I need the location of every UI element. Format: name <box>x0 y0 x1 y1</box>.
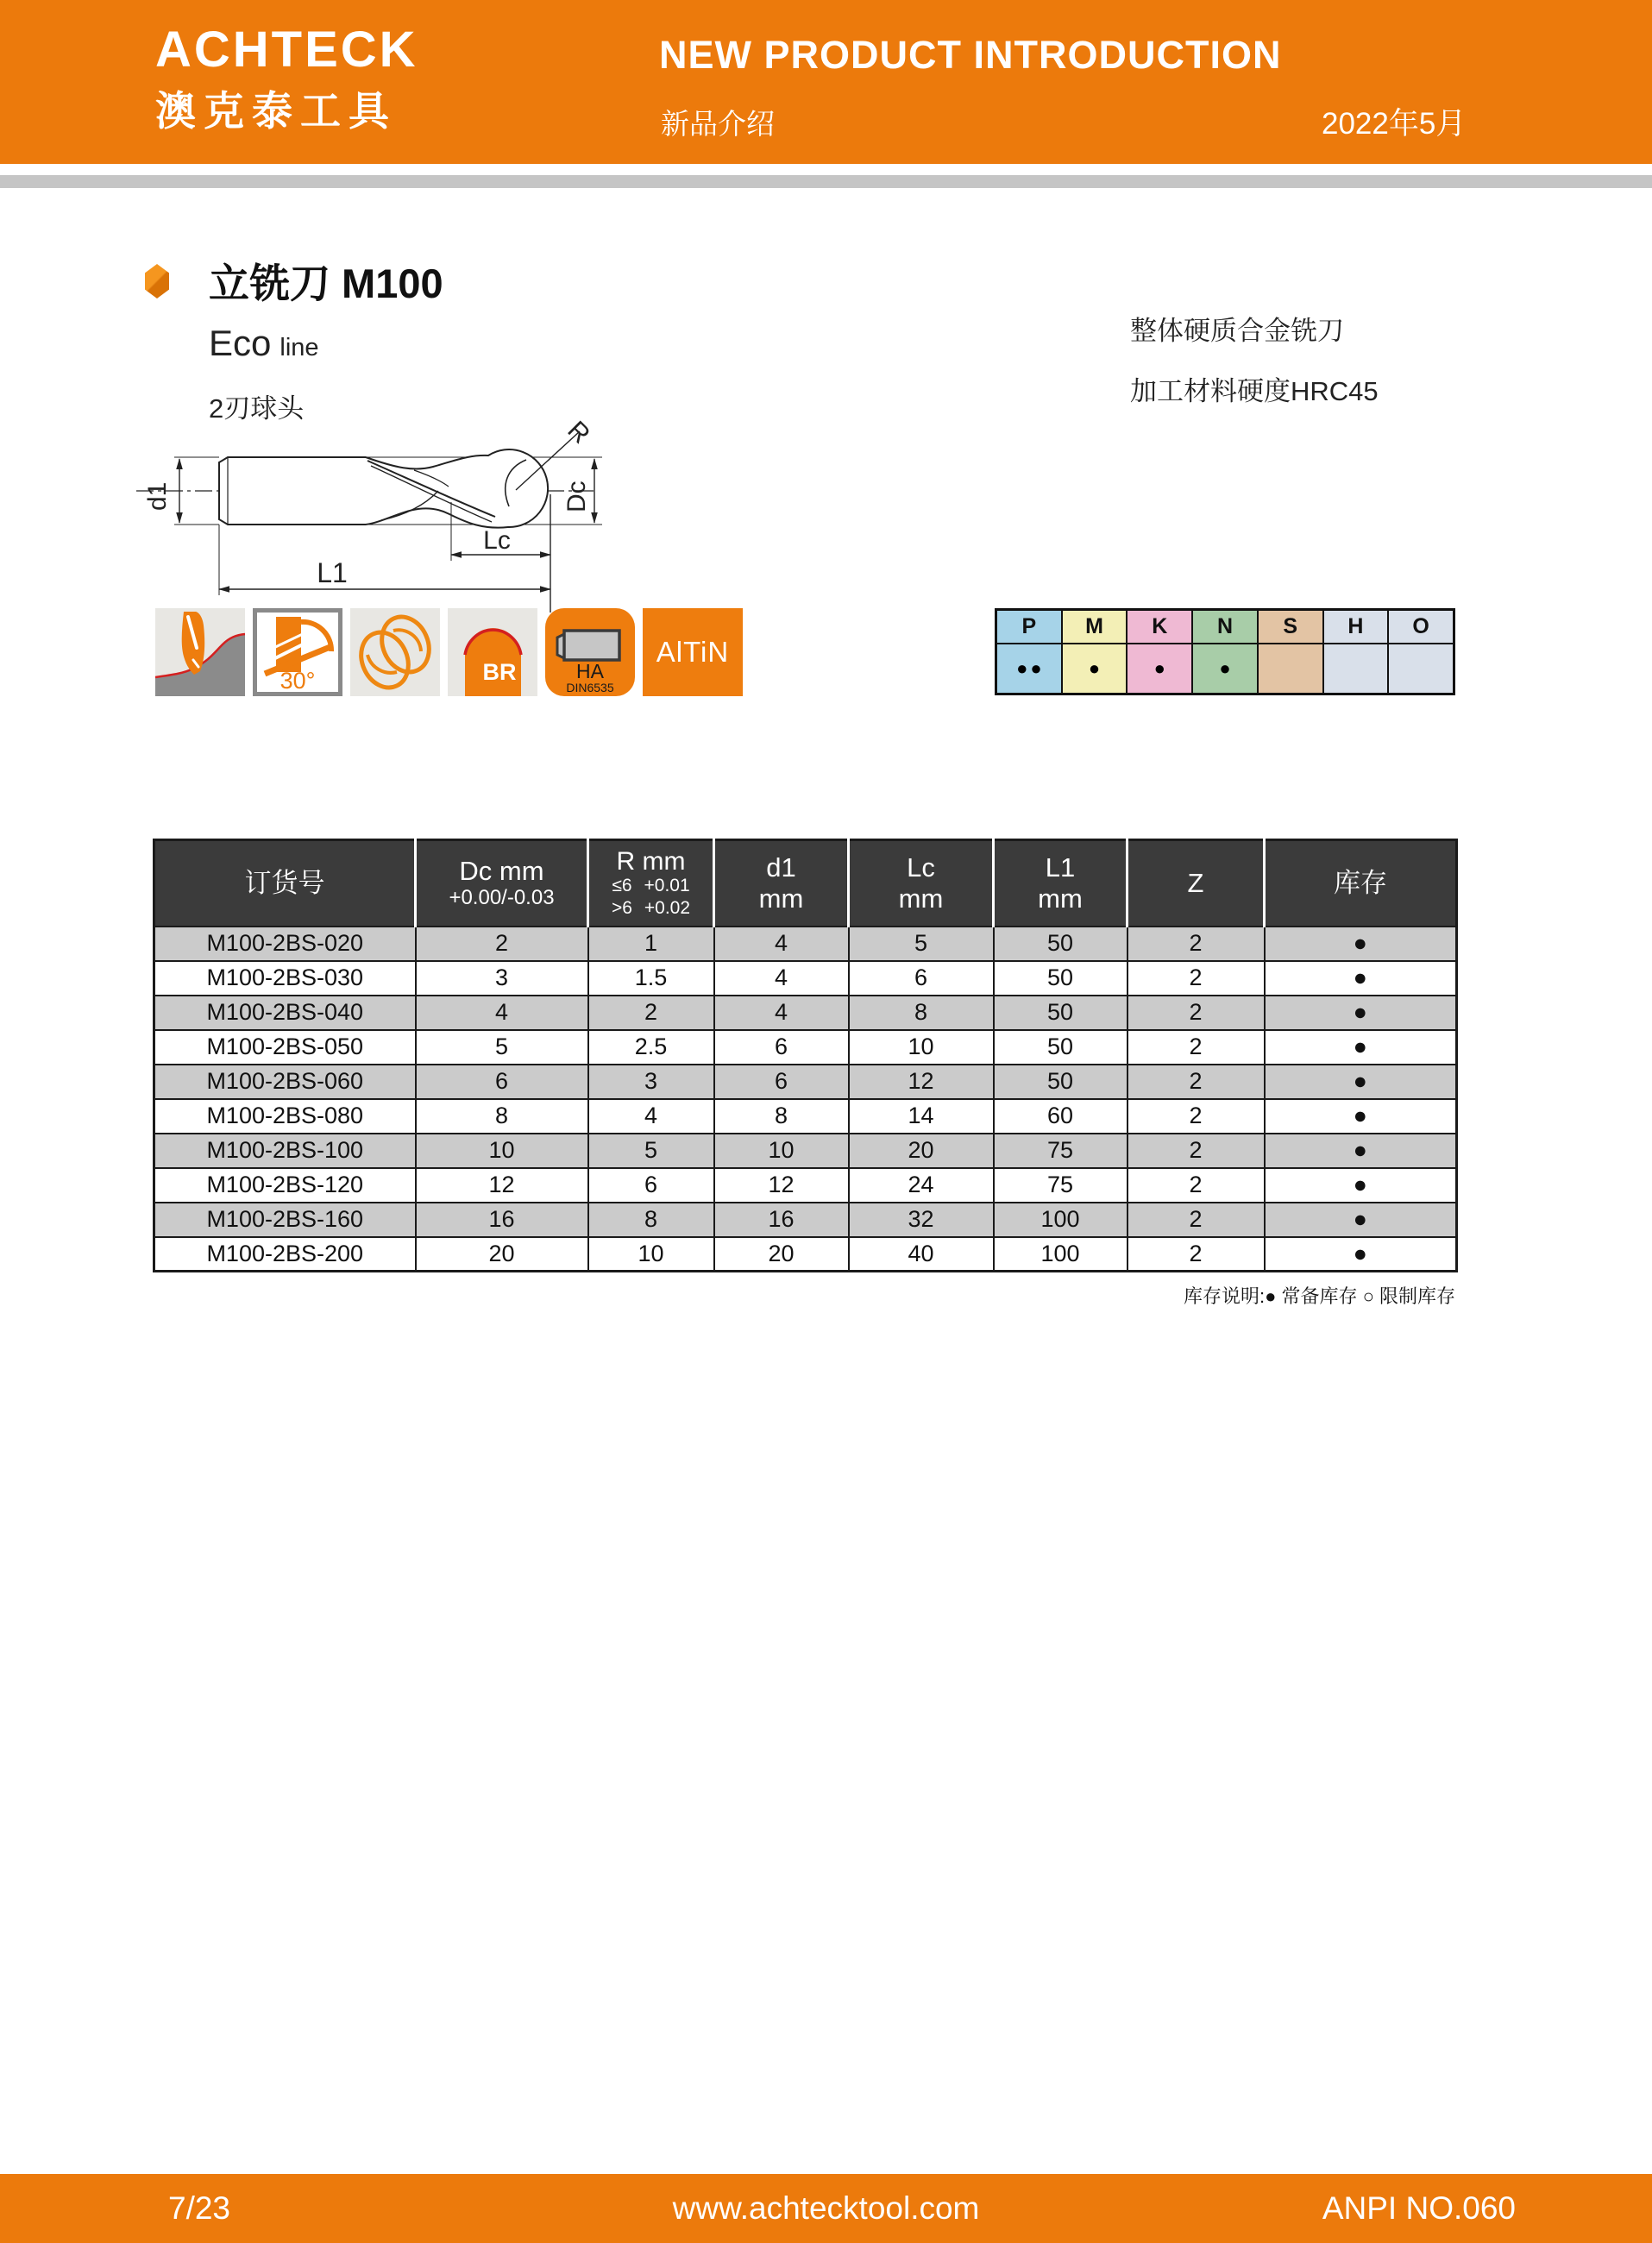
spec-cell-l1: 60 <box>994 1099 1128 1134</box>
series-name: Eco <box>209 323 272 363</box>
material-col-K: K <box>1128 611 1191 643</box>
spec-cell-order_no: M100-2BS-040 <box>154 996 416 1030</box>
spec-cell-d1: 6 <box>714 1030 849 1065</box>
spec-cell-l1: 50 <box>994 961 1128 996</box>
spec-row <box>154 927 1457 961</box>
spec-cell-l1: 75 <box>994 1134 1128 1168</box>
spec-cell-dc: 2 <box>416 927 588 961</box>
spec-cell-d1: 16 <box>714 1203 849 1237</box>
spec-row <box>154 1134 1457 1168</box>
spec-cell-z: 2 <box>1128 1237 1265 1272</box>
spec-cell-dc: 20 <box>416 1237 588 1272</box>
feature-icon-row <box>155 608 743 696</box>
material-dots-N: ● <box>1193 644 1257 693</box>
spec-cell-order_no: M100-2BS-030 <box>154 961 416 996</box>
document-number: ANPI NO.060 <box>1322 2190 1516 2226</box>
spec-cell-dc: 12 <box>416 1168 588 1203</box>
spec-cell-dc: 5 <box>416 1030 588 1065</box>
spec-table <box>153 839 1458 1272</box>
shank-label: HA <box>576 660 604 682</box>
spec-cell-order_no: M100-2BS-160 <box>154 1203 416 1237</box>
spec-cell-stock: ● <box>1265 1203 1457 1237</box>
spec-cell-r: 1 <box>588 927 714 961</box>
col-stock: 库存 <box>1265 840 1457 927</box>
spec-cell-r: 3 <box>588 1065 714 1099</box>
spec-header-row <box>154 840 1457 927</box>
header-divider <box>0 175 1652 188</box>
spec-row <box>154 961 1457 996</box>
spec-cell-d1: 4 <box>714 927 849 961</box>
brand-logo: ACHTECK <box>155 22 418 78</box>
helix-angle-label: 30° <box>280 668 316 694</box>
ball-nose-outline <box>366 449 548 528</box>
spec-cell-z: 2 <box>1128 996 1265 1030</box>
material-col-N: N <box>1193 611 1257 643</box>
issue-date: 2022年5月 <box>1322 107 1467 141</box>
spec-cell-stock: ● <box>1265 1099 1457 1134</box>
page-title: NEW PRODUCT INTRODUCTION <box>659 33 1282 77</box>
spec-cell-dc: 8 <box>416 1099 588 1134</box>
spec-cell-stock: ● <box>1265 1168 1457 1203</box>
spec-row <box>154 1203 1457 1237</box>
spec-cell-z: 2 <box>1128 1030 1265 1065</box>
spec-row <box>154 1065 1457 1099</box>
coating-icon <box>643 608 743 696</box>
spec-cell-order_no: M100-2BS-200 <box>154 1237 416 1272</box>
spec-cell-r: 10 <box>588 1237 714 1272</box>
material-dots-S <box>1259 644 1322 693</box>
spec-cell-z: 2 <box>1128 961 1265 996</box>
spec-cell-lc: 5 <box>849 927 994 961</box>
spec-cell-stock: ● <box>1265 1134 1457 1168</box>
spec-cell-r: 4 <box>588 1099 714 1134</box>
page-subtitle: 新品介绍 <box>661 108 775 140</box>
material-col-O: O <box>1389 611 1453 643</box>
material-col-H: H <box>1324 611 1388 643</box>
spec-cell-r: 5 <box>588 1134 714 1168</box>
ball-radius-icon <box>448 608 537 696</box>
spec-row <box>154 1030 1457 1065</box>
spec-cell-stock: ● <box>1265 996 1457 1030</box>
material-dots-K: ● <box>1128 644 1191 693</box>
shank-outline <box>219 457 366 525</box>
spec-cell-d1: 12 <box>714 1168 849 1203</box>
coating-label: AlTiN <box>656 636 730 668</box>
material-col-P: P <box>997 611 1061 643</box>
spec-cell-dc: 3 <box>416 961 588 996</box>
spec-cell-z: 2 <box>1128 1065 1265 1099</box>
spec-cell-order_no: M100-2BS-060 <box>154 1065 416 1099</box>
spec-cell-order_no: M100-2BS-100 <box>154 1134 416 1168</box>
spec-cell-l1: 50 <box>994 996 1128 1030</box>
spec-cell-stock: ● <box>1265 961 1457 996</box>
product-title: 立铣刀 M100 <box>209 261 443 306</box>
footer-bar <box>0 2174 1652 2243</box>
spec-cell-r: 6 <box>588 1168 714 1203</box>
spec-cell-z: 2 <box>1128 1203 1265 1237</box>
spec-cell-lc: 32 <box>849 1203 994 1237</box>
spec-table-wrap <box>153 839 1458 1272</box>
product-series <box>209 323 319 364</box>
flute-description: 2刃球头 <box>209 393 305 424</box>
end-mill-drawing <box>121 412 621 615</box>
material-group-table <box>995 608 1455 695</box>
helix-angle-icon <box>253 608 342 696</box>
col-r: R mm ≤6 +0.01 >6 +0.02 <box>588 840 714 927</box>
spec-cell-z: 2 <box>1128 1134 1265 1168</box>
label-L1: L1 <box>317 557 348 588</box>
spec-cell-order_no: M100-2BS-080 <box>154 1099 416 1134</box>
spec-cell-dc: 6 <box>416 1065 588 1099</box>
spec-cell-l1: 50 <box>994 1065 1128 1099</box>
spec-cell-lc: 12 <box>849 1065 994 1099</box>
spec-cell-d1: 10 <box>714 1134 849 1168</box>
spec-row <box>154 996 1457 1030</box>
spec-cell-stock: ● <box>1265 1030 1457 1065</box>
material-col-M: M <box>1063 611 1127 643</box>
spec-cell-stock: ● <box>1265 927 1457 961</box>
material-description: 整体硬质合金铣刀 <box>1130 316 1344 346</box>
series-suffix: line <box>280 334 319 361</box>
col-d1: d1 mm <box>714 840 849 927</box>
spec-cell-z: 2 <box>1128 1099 1265 1134</box>
brand-logo-chinese: 澳克泰工具 <box>155 88 397 134</box>
spec-cell-order_no: M100-2BS-050 <box>154 1030 416 1065</box>
col-z: Z <box>1128 840 1265 927</box>
col-dc: Dc mm +0.00/-0.03 <box>416 840 588 927</box>
spec-cell-d1: 8 <box>714 1099 849 1134</box>
ball-mill-profile-icon <box>155 608 245 696</box>
spec-cell-d1: 4 <box>714 961 849 996</box>
spec-cell-l1: 50 <box>994 927 1128 961</box>
hexagon-bullet-icon <box>145 264 169 298</box>
material-dots-H <box>1324 644 1388 693</box>
spec-cell-l1: 50 <box>994 1030 1128 1065</box>
end-view-icon <box>350 608 440 696</box>
spec-cell-r: 1.5 <box>588 961 714 996</box>
spec-cell-order_no: M100-2BS-120 <box>154 1168 416 1203</box>
spec-cell-l1: 75 <box>994 1168 1128 1203</box>
stock-legend: 库存说明:● 常备库存 ○ 限制库存 <box>1183 1285 1455 1307</box>
spec-cell-z: 2 <box>1128 927 1265 961</box>
spec-cell-d1: 20 <box>714 1237 849 1272</box>
label-Lc: Lc <box>483 526 511 555</box>
spec-cell-l1: 100 <box>994 1203 1128 1237</box>
spec-cell-lc: 20 <box>849 1134 994 1168</box>
spec-row <box>154 1237 1457 1272</box>
spec-cell-lc: 10 <box>849 1030 994 1065</box>
spec-cell-r: 8 <box>588 1203 714 1237</box>
spec-cell-r: 2.5 <box>588 1030 714 1065</box>
spec-cell-stock: ● <box>1265 1065 1457 1099</box>
material-dots-P: ●● <box>997 644 1061 693</box>
shank-type-icon <box>545 608 635 696</box>
spec-cell-dc: 10 <box>416 1134 588 1168</box>
spec-cell-lc: 8 <box>849 996 994 1030</box>
hardness-description: 加工材料硬度HRC45 <box>1130 376 1379 406</box>
spec-cell-order_no: M100-2BS-020 <box>154 927 416 961</box>
spec-cell-lc: 6 <box>849 961 994 996</box>
material-col-S: S <box>1259 611 1322 643</box>
spec-row <box>154 1099 1457 1134</box>
label-Dc: Dc <box>562 481 591 512</box>
spec-cell-dc: 16 <box>416 1203 588 1237</box>
spec-cell-d1: 6 <box>714 1065 849 1099</box>
col-l1: L1 mm <box>994 840 1128 927</box>
spec-cell-lc: 14 <box>849 1099 994 1134</box>
ball-radius-label: BR <box>482 659 517 685</box>
page-number: 7/23 <box>168 2190 231 2226</box>
spec-cell-l1: 100 <box>994 1237 1128 1272</box>
label-d1: d1 <box>143 481 172 511</box>
website-url: www.achtecktool.com <box>672 2190 980 2226</box>
col-lc: Lc mm <box>849 840 994 927</box>
material-dots-M: ● <box>1063 644 1127 693</box>
label-R: R <box>562 415 596 449</box>
shank-norm-label: DIN6535 <box>566 681 614 694</box>
spec-cell-lc: 40 <box>849 1237 994 1272</box>
spec-cell-lc: 24 <box>849 1168 994 1203</box>
material-dots-O <box>1389 644 1453 693</box>
spec-cell-z: 2 <box>1128 1168 1265 1203</box>
technical-drawing <box>121 412 621 615</box>
spec-cell-d1: 4 <box>714 996 849 1030</box>
spec-cell-stock: ● <box>1265 1237 1457 1272</box>
spec-row <box>154 1168 1457 1203</box>
header-banner <box>0 0 1652 164</box>
col-order-no: 订货号 <box>154 840 416 927</box>
spec-cell-r: 2 <box>588 996 714 1030</box>
spec-cell-dc: 4 <box>416 996 588 1030</box>
